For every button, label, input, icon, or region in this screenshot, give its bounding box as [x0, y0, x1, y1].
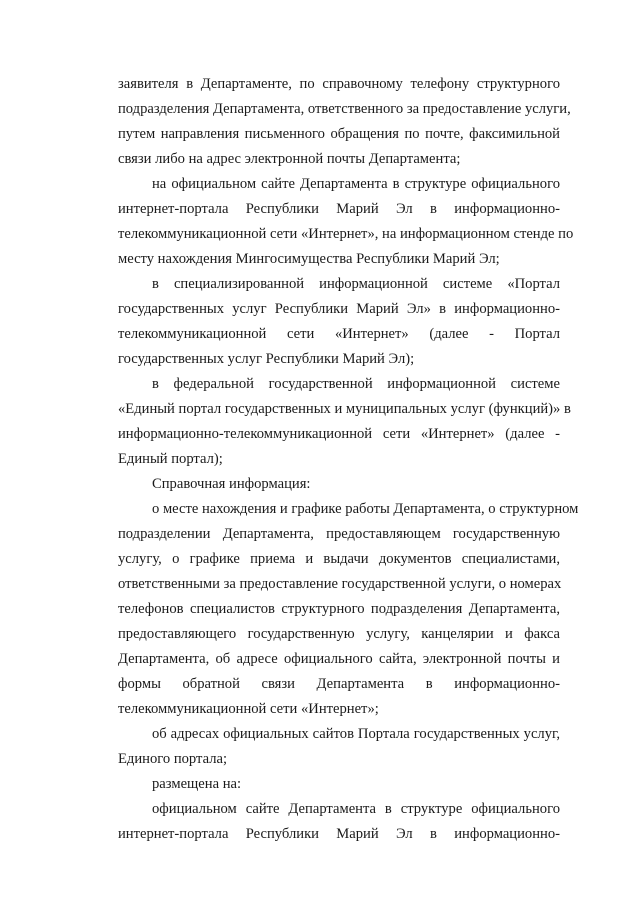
text-line: связи либо на адрес электронной почты Департамента;: [118, 151, 461, 167]
text-line: информационно-телекоммуникационной сети «Интернет» (далее -: [118, 426, 560, 442]
paragraph-first-line: об адресах официальных сайтов Портала государственных услуг,: [152, 726, 560, 742]
text-line: телекоммуникационной сети «Интернет» (далее - Портал: [118, 326, 560, 342]
text-line: государственных услуг Республики Марий Эл);: [118, 351, 415, 367]
text-line: формы обратной связи Департамента в информационно-: [118, 676, 560, 692]
text-line: телекоммуникационной сети «Интернет», на информационном стенде по: [118, 226, 574, 242]
section-heading: Справочная информация:: [152, 476, 311, 492]
text-line: интернет-портала Республики Марий Эл в информационно-: [118, 201, 560, 217]
text-line: предоставляющего государственную услугу, канцелярии и факса: [118, 626, 560, 642]
text-line: телекоммуникационной сети «Интернет»;: [118, 701, 379, 717]
text-line: услугу, о графике приема и выдачи документов специалистами,: [118, 551, 560, 567]
text-line: «Единый портал государственных и муниципальных услуг (функций)» в: [118, 401, 571, 417]
text-line: Единого портала;: [118, 751, 228, 767]
paragraph-first-line: о месте нахождения и графике работы Департамента, о структурном: [152, 501, 579, 517]
text-line: интернет-портала Республики Марий Эл в информационно-: [118, 826, 560, 842]
text-line: Департамента, об адресе официального сайта, электронной почты и: [118, 651, 560, 667]
text-line: месту нахождения Мингосимущества Республики Марий Эл;: [118, 251, 500, 267]
text-line: подразделения Департамента, ответственного за предоставление услуги,: [118, 101, 571, 117]
text-line: государственных услуг Республики Марий Эл» в информационно-: [118, 301, 560, 317]
text-line: подразделении Департамента, предоставляющем государственную: [118, 526, 560, 542]
paragraph-first-line: в специализированной информационной системе «Портал: [152, 276, 560, 292]
text-line: телефонов специалистов структурного подразделения Департамента,: [118, 601, 560, 617]
text-line: ответственными за предоставление государственной услуги, о номерах: [118, 576, 562, 592]
paragraph-first-line: в федеральной государственной информационной системе: [152, 376, 560, 392]
text-line: путем направления письменного обращения по почте, факсимильной: [118, 126, 560, 142]
text-line: заявителя в Департаменте, по справочному телефону структурного: [118, 76, 560, 92]
text-line: Единый портал);: [118, 451, 223, 467]
paragraph-first-line: официальном сайте Департамента в структуре официального: [152, 801, 560, 817]
paragraph-first-line: на официальном сайте Департамента в структуре официального: [152, 176, 560, 192]
paragraph-first-line: размещена на:: [152, 776, 242, 792]
